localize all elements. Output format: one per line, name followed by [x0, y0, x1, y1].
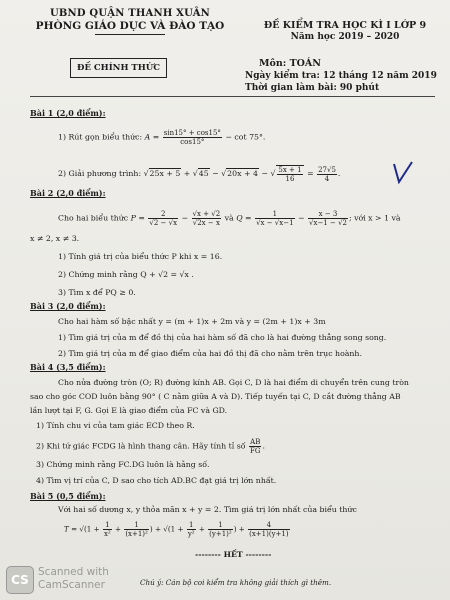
bai1-q1: 1) Rút gọn biểu thức: A = $\frac{\sin 15^\circ + \cos 15^\circ}{\cos 15^\circ}$ − cot 75°. [58, 129, 266, 146]
end-marker: -------- HẾT -------- [195, 550, 272, 559]
section-title-bai1: Bài 1 (2,0 điểm): [30, 108, 106, 118]
bai3-q1: 1) Tìm giá trị của m để đồ thị của hai hàm số đã cho là hai đường thẳng song song. [58, 333, 387, 342]
watermark-line2: CamScanner [38, 579, 105, 591]
exam-date: Ngày kiểm tra: 12 tháng 12 năm 2019 [245, 71, 437, 81]
exam-title: ĐỀ KIỂM TRA HỌC KÌ I LỚP 9 [263, 20, 427, 31]
bai4-q2-label: 2) Khi tứ giác FCDG là hình thang cân. Hãy tính tỉ số [36, 441, 246, 451]
official-box: ĐỀ CHÍNH THỨC [70, 58, 167, 78]
department-name: PHÒNG GIÁO DỤC VÀ ĐÀO TẠO [35, 20, 225, 32]
camscanner-watermark [38, 566, 109, 592]
bai4-q2: 2) Khi tứ giác FCDG là hình thang cân. Hãy tính tỉ số $\frac{AB}{FG}$ . [36, 438, 265, 455]
bai5-expression: T = √(1 + $\frac{1}{\text{x²}}$ + $\frac{1}{\text{(x+1)²}}$ ) + √(1 + $\frac{1}{\text{y²}}$ + $\frac{1}{\text{(y+1)²}}$ ) + $\frac{4}{(x+1)(y+1)}$ [64, 521, 289, 538]
bai1-q2-label: 2) Giải phương trình: [58, 169, 142, 178]
district-name: UBND QUẬN THANH XUÂN [49, 8, 211, 19]
section-title-bai4: Bài 4 (3,5 điểm): [30, 362, 106, 372]
bai4-q3: 3) Chứng minh rằng FC.DG luôn là hằng số. [36, 460, 210, 469]
bai4-q1: 1) Tính chu vi của tam giác ECD theo R. [36, 421, 195, 430]
subject: Môn: TOÁN [259, 58, 321, 69]
exam-duration: Thời gian làm bài: 90 phút [245, 83, 380, 93]
bai3-q2: 2) Tìm giá trị của m để giao điểm của hai đồ thị đã cho nằm trên trục hoành. [58, 349, 362, 358]
bai3-intro: Cho hai hàm số bậc nhất y = (m + 1)x + 2m và y = (2m + 1)x + 3m [58, 317, 326, 326]
bai1-q1-label: 1) Rút gọn biểu thức: [58, 132, 143, 142]
bai2-q2: 2) Chứng minh rằng Q + √2 = √x . [58, 270, 194, 279]
bai2-q3: 3) Tìm x để PQ ≥ 0. [58, 288, 136, 297]
school-year: Năm học 2019 – 2020 [290, 32, 400, 42]
check-mark-icon [392, 160, 414, 186]
bai4-line1: Cho nửa đường tròn (O; R) đường kính AB. Gọi C, D là hai điểm di chuyển trên cung tròn [58, 378, 409, 387]
divider [30, 96, 435, 97]
bai5-intro: Với hai số dương x, y thỏa mãn x + y = 2. Tìm giá trị lớn nhất của biểu thức [58, 505, 357, 514]
bai2-cond2: x ≠ 2, x ≠ 3. [30, 234, 80, 243]
exam-title-block [245, 20, 445, 42]
section-title-bai3: Bài 3 (2,0 điểm): [30, 301, 106, 311]
bai1-q2: 2) Giải phương trình: √25x + 5 + √45 − √20x + 4 − √ $\frac{5x + 1}{16}$ = $\frac{27√5}{4}$ . [58, 165, 341, 183]
bai4-line2: sao cho góc COD luôn bằng 90° ( C nằm giữa A và D). Tiếp tuyến tại C, D cắt đường thẳng AB [30, 392, 401, 401]
watermark-line1: Scanned with [38, 566, 109, 578]
bai2-intro-label: Cho hai biểu thức [58, 213, 129, 223]
bai2-intro: Cho hai biểu thức P = $\frac{2}{√2 - √x}$ − $\frac{√x + √2}{√2x - x}$ và Q = $\frac{1}{√x - √x-1}$ − $\frac{x - 3}{√x-1 - √2}$ ; với x > 1 và [58, 210, 401, 227]
divider [95, 34, 165, 35]
section-title-bai5: Bài 5 (0,5 điểm): [30, 491, 106, 501]
section-title-bai2: Bài 2 (2,0 điểm): [30, 188, 106, 198]
footer-note: Chú ý: Cán bộ coi kiểm tra không giải thích gì thêm. [140, 578, 332, 587]
bai4-q4: 4) Tìm vị trí của C, D sao cho tích AD.BC đạt giá trị lớn nhất. [36, 476, 277, 485]
issuer-block [30, 8, 230, 35]
bai2-condition: ; với x > 1 và [349, 213, 401, 223]
bai2-q1: 1) Tính giá trị của biểu thức P khi x = 16. [58, 252, 223, 261]
exam-meta [245, 58, 437, 94]
end-label: HẾT [223, 550, 243, 559]
bai4-line3: lần lượt tại F, G. Gọi E là giao điểm của FC và GD. [30, 406, 228, 415]
camscanner-logo: CS [6, 566, 34, 594]
